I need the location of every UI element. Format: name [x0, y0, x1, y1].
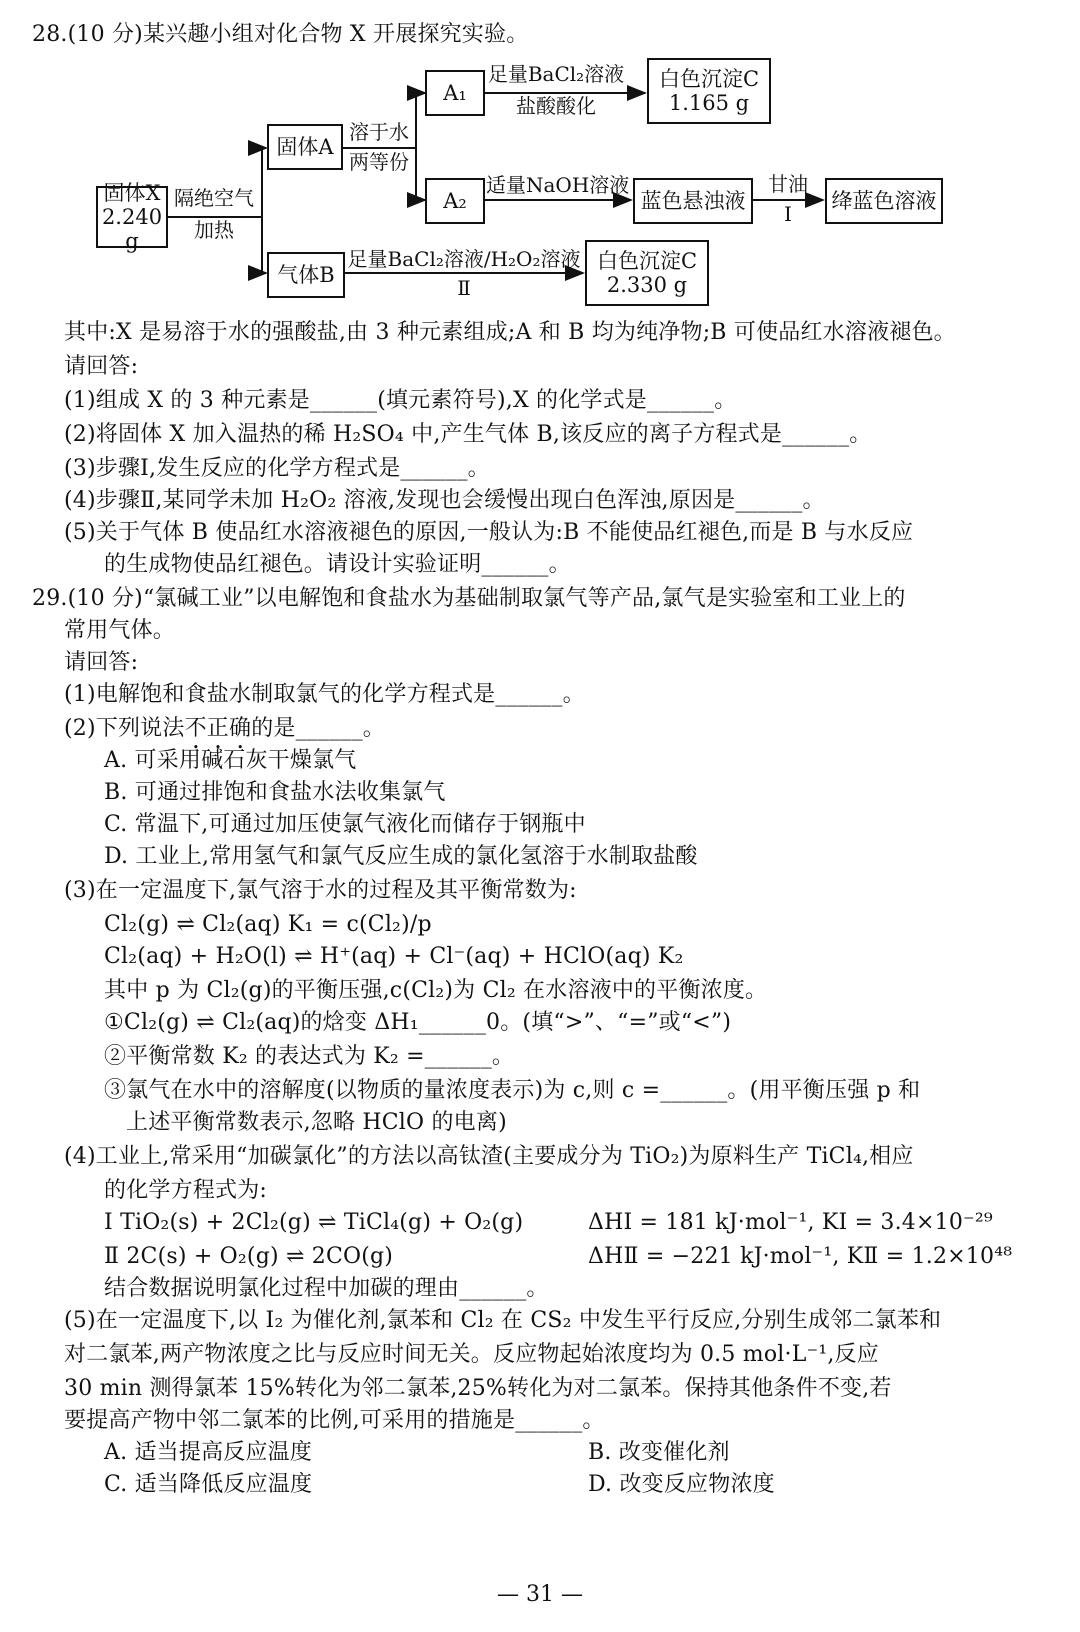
a2-label: A₂ — [443, 189, 467, 213]
q29-sub5-option-d: D. 改变反应物浓度 — [588, 1472, 775, 1497]
white-ppt-c2-box — [585, 240, 709, 306]
q29-ask: 请回答: — [64, 650, 139, 675]
blue-suspension-label: 蓝色悬浊液 — [640, 189, 746, 213]
q29-sub5-option-a: A. 适当提高反应温度 — [104, 1440, 313, 1465]
step-ii-label: Ⅱ — [457, 276, 471, 300]
white-ppt-c2-label: 白色沉淀C — [596, 249, 698, 273]
deep-blue-solution-box — [825, 178, 943, 224]
a2-reagent: 适量NaOH溶液 — [486, 173, 630, 197]
white-ppt-c1-label: 白色沉淀C — [658, 67, 760, 91]
step-i-label: Ⅰ — [784, 202, 792, 226]
q29-sub2-emphasis: 不正确 — [184, 716, 252, 741]
q29-sub3-part2: ②平衡常数 K₂ 的表达式为 K₂ =______。 — [104, 1044, 515, 1069]
solid-a-label: 固体A — [276, 135, 334, 159]
b-reagent: 足量BaCl₂溶液/H₂O₂溶液 — [347, 247, 581, 271]
q29-sub3-where: 其中 p 为 Cl₂(g)的平衡压强,c(Cl₂)为 Cl₂ 在水溶液中的平衡浓度。 — [104, 978, 768, 1003]
q29-sub4-line2: 的化学方程式为: — [104, 1178, 268, 1203]
q28-sub3: (3)步骤Ⅰ,发生反应的化学方程式是______。 — [64, 456, 490, 481]
q29-header-line1: 29.(10 分)“氯碱工业”以电解饱和食盐水为基础制取氯气等产品,氯气是实验室和工业上的 — [32, 586, 906, 611]
q29-sub3-eq2: Cl₂(aq) + H₂O(l) ⇌ H⁺(aq) + Cl⁻(aq) + HClO(aq) K₂ — [104, 944, 684, 969]
white-ppt-c1-box — [647, 58, 771, 124]
q28-header: 28.(10 分)某兴趣小组对化合物 X 开展探究实验。 — [32, 22, 529, 47]
q29-sub3-eq1: Cl₂(g) ⇌ Cl₂(aq) K₁ = c(Cl₂)/p — [104, 912, 432, 937]
q28-sub1: (1)组成 X 的 3 种元素是______(填元素符号),X 的化学式是______。 — [64, 388, 737, 413]
gas-b-box — [267, 252, 345, 298]
q29-sub2-option-d: D. 工业上,常用氢气和氯气反应生成的氯化氢溶于水制取盐酸 — [104, 844, 698, 869]
a1-reagent-bottom: 盐酸酸化 — [516, 94, 596, 118]
q28-flowchart — [0, 0, 1080, 340]
solid-x-box — [96, 181, 168, 253]
q29-sub4-eq1: Ⅰ TiO₂(s) + 2Cl₂(g) ⇌ TiCl₄(g) + O₂(g) — [104, 1210, 524, 1235]
q29-sub5-option-b: B. 改变催化剂 — [588, 1440, 730, 1465]
q28-note: 其中:X 是易溶于水的强酸盐,由 3 种元素组成;A 和 B 均为纯净物;B 可使品红水溶液褪色。 — [64, 320, 956, 345]
q29-sub2-suffix: 的是______。 — [251, 716, 385, 741]
q29-sub5-option-c: C. 适当降低反应温度 — [104, 1472, 313, 1497]
q29-sub3-part1: ①Cl₂(g) ⇌ Cl₂(aq)的焓变 ΔH₁______0。(填“>”、“=”或“<”) — [104, 1010, 732, 1035]
q29-sub4-line1: (4)工业上,常采用“加碳氯化”的方法以高钛渣(主要成分为 TiO₂)为原料生产 TiCl₄,相应 — [64, 1144, 914, 1169]
q29-sub4-reason: 结合数据说明氯化过程中加碳的理由______。 — [104, 1276, 549, 1301]
q29-sub2-option-a: A. 可采用碱石灰干燥氯气 — [104, 748, 357, 773]
solid-x-mass: 2.240 g — [101, 205, 163, 253]
q29-sub3-part3-line1: ③氯气在水中的溶解度(以物质的量浓度表示)为 c,则 c =______。(用平衡压强 p 和 — [104, 1078, 921, 1103]
gas-b-label: 气体B — [277, 263, 335, 287]
deep-blue-solution-label: 绛蓝色溶液 — [831, 189, 937, 213]
q29-sub2-prefix: (2)下列说法 — [64, 716, 185, 741]
blue-suspension-box — [633, 178, 753, 224]
q29-sub5-line2: 对二氯苯,两产物浓度之比与反应时间无关。反应物起始浓度均为 0.5 mol·L⁻¹,反应 — [64, 1342, 879, 1367]
solid-x-label: 固体X — [103, 181, 161, 205]
q29-sub5-line3: 30 min 测得氯苯 15%转化为邻二氯苯,25%转化为对二氯苯。保持其他条件不变,若 — [64, 1376, 892, 1401]
page-number: — 31 — — [497, 1582, 583, 1607]
q29-sub5-line4: 要提高产物中邻二氯苯的比例,可采用的措施是______。 — [64, 1408, 605, 1433]
q28-sub4: (4)步骤Ⅱ,某同学未加 H₂O₂ 溶液,发现也会缓慢出现白色浑浊,原因是______。 — [64, 488, 825, 513]
dissolve-top: 溶于水 — [349, 120, 409, 144]
a1-box — [425, 70, 485, 116]
q29-header-line2: 常用气体。 — [64, 618, 176, 643]
q29-sub2-option-b: B. 可通过排饱和食盐水法收集氯气 — [104, 780, 446, 805]
q29-sub4-eq1-data: ΔHⅠ = 181 kJ·mol⁻¹, KⅠ = 3.4×10⁻²⁹ — [588, 1210, 993, 1235]
q29-sub5-line1: (5)在一定温度下,以 I₂ 为催化剂,氯苯和 Cl₂ 在 CS₂ 中发生平行反应,分别生成邻二氯苯和 — [64, 1308, 942, 1333]
white-ppt-c1-mass: 1.165 g — [668, 91, 750, 115]
q29-sub1: (1)电解饱和食盐水制取氯气的化学方程式是______。 — [64, 682, 585, 707]
white-ppt-c2-mass: 2.330 g — [606, 273, 688, 297]
q28-ask: 请回答: — [64, 354, 139, 379]
q28-sub5-line2: 的生成物使品红褪色。请设计实验证明______。 — [104, 552, 571, 577]
q29-sub3-intro: (3)在一定温度下,氯气溶于水的过程及其平衡常数为: — [64, 878, 577, 903]
solid-a-box — [267, 124, 343, 170]
q29-sub4-eq2-data: ΔHⅡ = −221 kJ·mol⁻¹, KⅡ = 1.2×10⁴⁸ — [588, 1244, 1013, 1269]
q29-sub4-eq2: Ⅱ 2C(s) + O₂(g) ⇌ 2CO(g) — [104, 1244, 394, 1269]
dissolve-bottom: 两等份 — [349, 150, 409, 174]
q29-sub3-part3-line2: 上述平衡常数表示,忽略 HClO 的电离) — [126, 1110, 507, 1135]
q29-sub2-option-c: C. 常温下,可通过加压使氯气液化而储存于钢瓶中 — [104, 812, 586, 837]
heat-step-bottom: 加热 — [194, 218, 234, 242]
a1-label: A₁ — [443, 81, 467, 105]
glycerol-label: 甘油 — [768, 172, 808, 196]
a1-reagent-top: 足量BaCl₂溶液 — [487, 62, 625, 86]
heat-step-top: 隔绝空气 — [174, 186, 254, 210]
q28-sub2: (2)将固体 X 加入温热的稀 H₂SO₄ 中,产生气体 B,该反应的离子方程式是______。 — [64, 422, 872, 447]
a2-box — [425, 178, 485, 224]
q28-sub5-line1: (5)关于气体 B 使品红水溶液褪色的原因,一般认为:B 不能使品红褪色,而是 B 与水反应 — [64, 520, 914, 545]
